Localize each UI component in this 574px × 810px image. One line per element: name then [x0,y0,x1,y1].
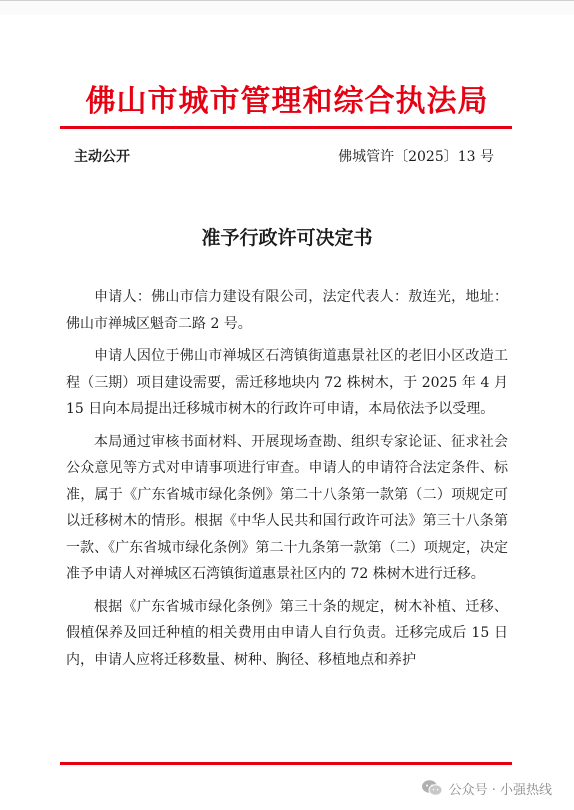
paragraph-review: 本局通过审核书面材料、开展现场查勘、组织专家论证、征求社会公众意见等方式对申请事项进行审查。申请人的申请符合法定条件、标准，属于《广东省城市绿化条例》第二十八条第一款第（二）项规定可以迁移树木的情形。根据《中华人民共和国行政许可法》第三十八条第一款、《广东省城市绿化条例》第二十九条第一款第（二）项规定，决定准予申请人对禅城区石湾镇街道惠景社区内的 72 株树木进行迁移。 [66,433,508,582]
paragraph-application: 申请人因位于佛山市禅城区石湾镇街道惠景社区的老旧小区改造工程（三期）项目建设需要，需迁移地块内 72 株树木，于 2025 年 4 月 15 日向本局提出迁移城市树木的行政许可申请，本局依法予以受理。 [66,348,508,417]
page-top-edge [0,0,574,15]
document-number: 佛城管许〔2025〕13 号 [338,149,494,165]
organization-title: 佛山市城市管理和综合执法局 [85,84,489,119]
watermark-text: 公众号 · 小强热线 [448,782,552,798]
watermark [421,776,552,800]
red-divider-top [60,126,512,129]
document-body [66,284,508,679]
disclosure-label: 主动公开 [74,149,130,165]
wechat-icon [421,779,443,797]
paragraph-costs: 根据《广东省城市绿化条例》第三十条的规定，树木补植、迁移、假植保养及回迁种植的相关费用由申请人自行负责。迁移完成后 15 日内，申请人应将迁移数量、树种、胸径、移植地点和养护 [66,598,508,668]
paragraph-applicant: 申请人：佛山市信力建设有限公司，法定代表人：敖连光，地址：佛山市禅城区魁奇二路 2 号。 [66,289,508,332]
document-meta-row [74,146,494,168]
document-title: 准予行政许可决定书 [201,227,373,249]
red-divider-bottom [60,762,512,765]
